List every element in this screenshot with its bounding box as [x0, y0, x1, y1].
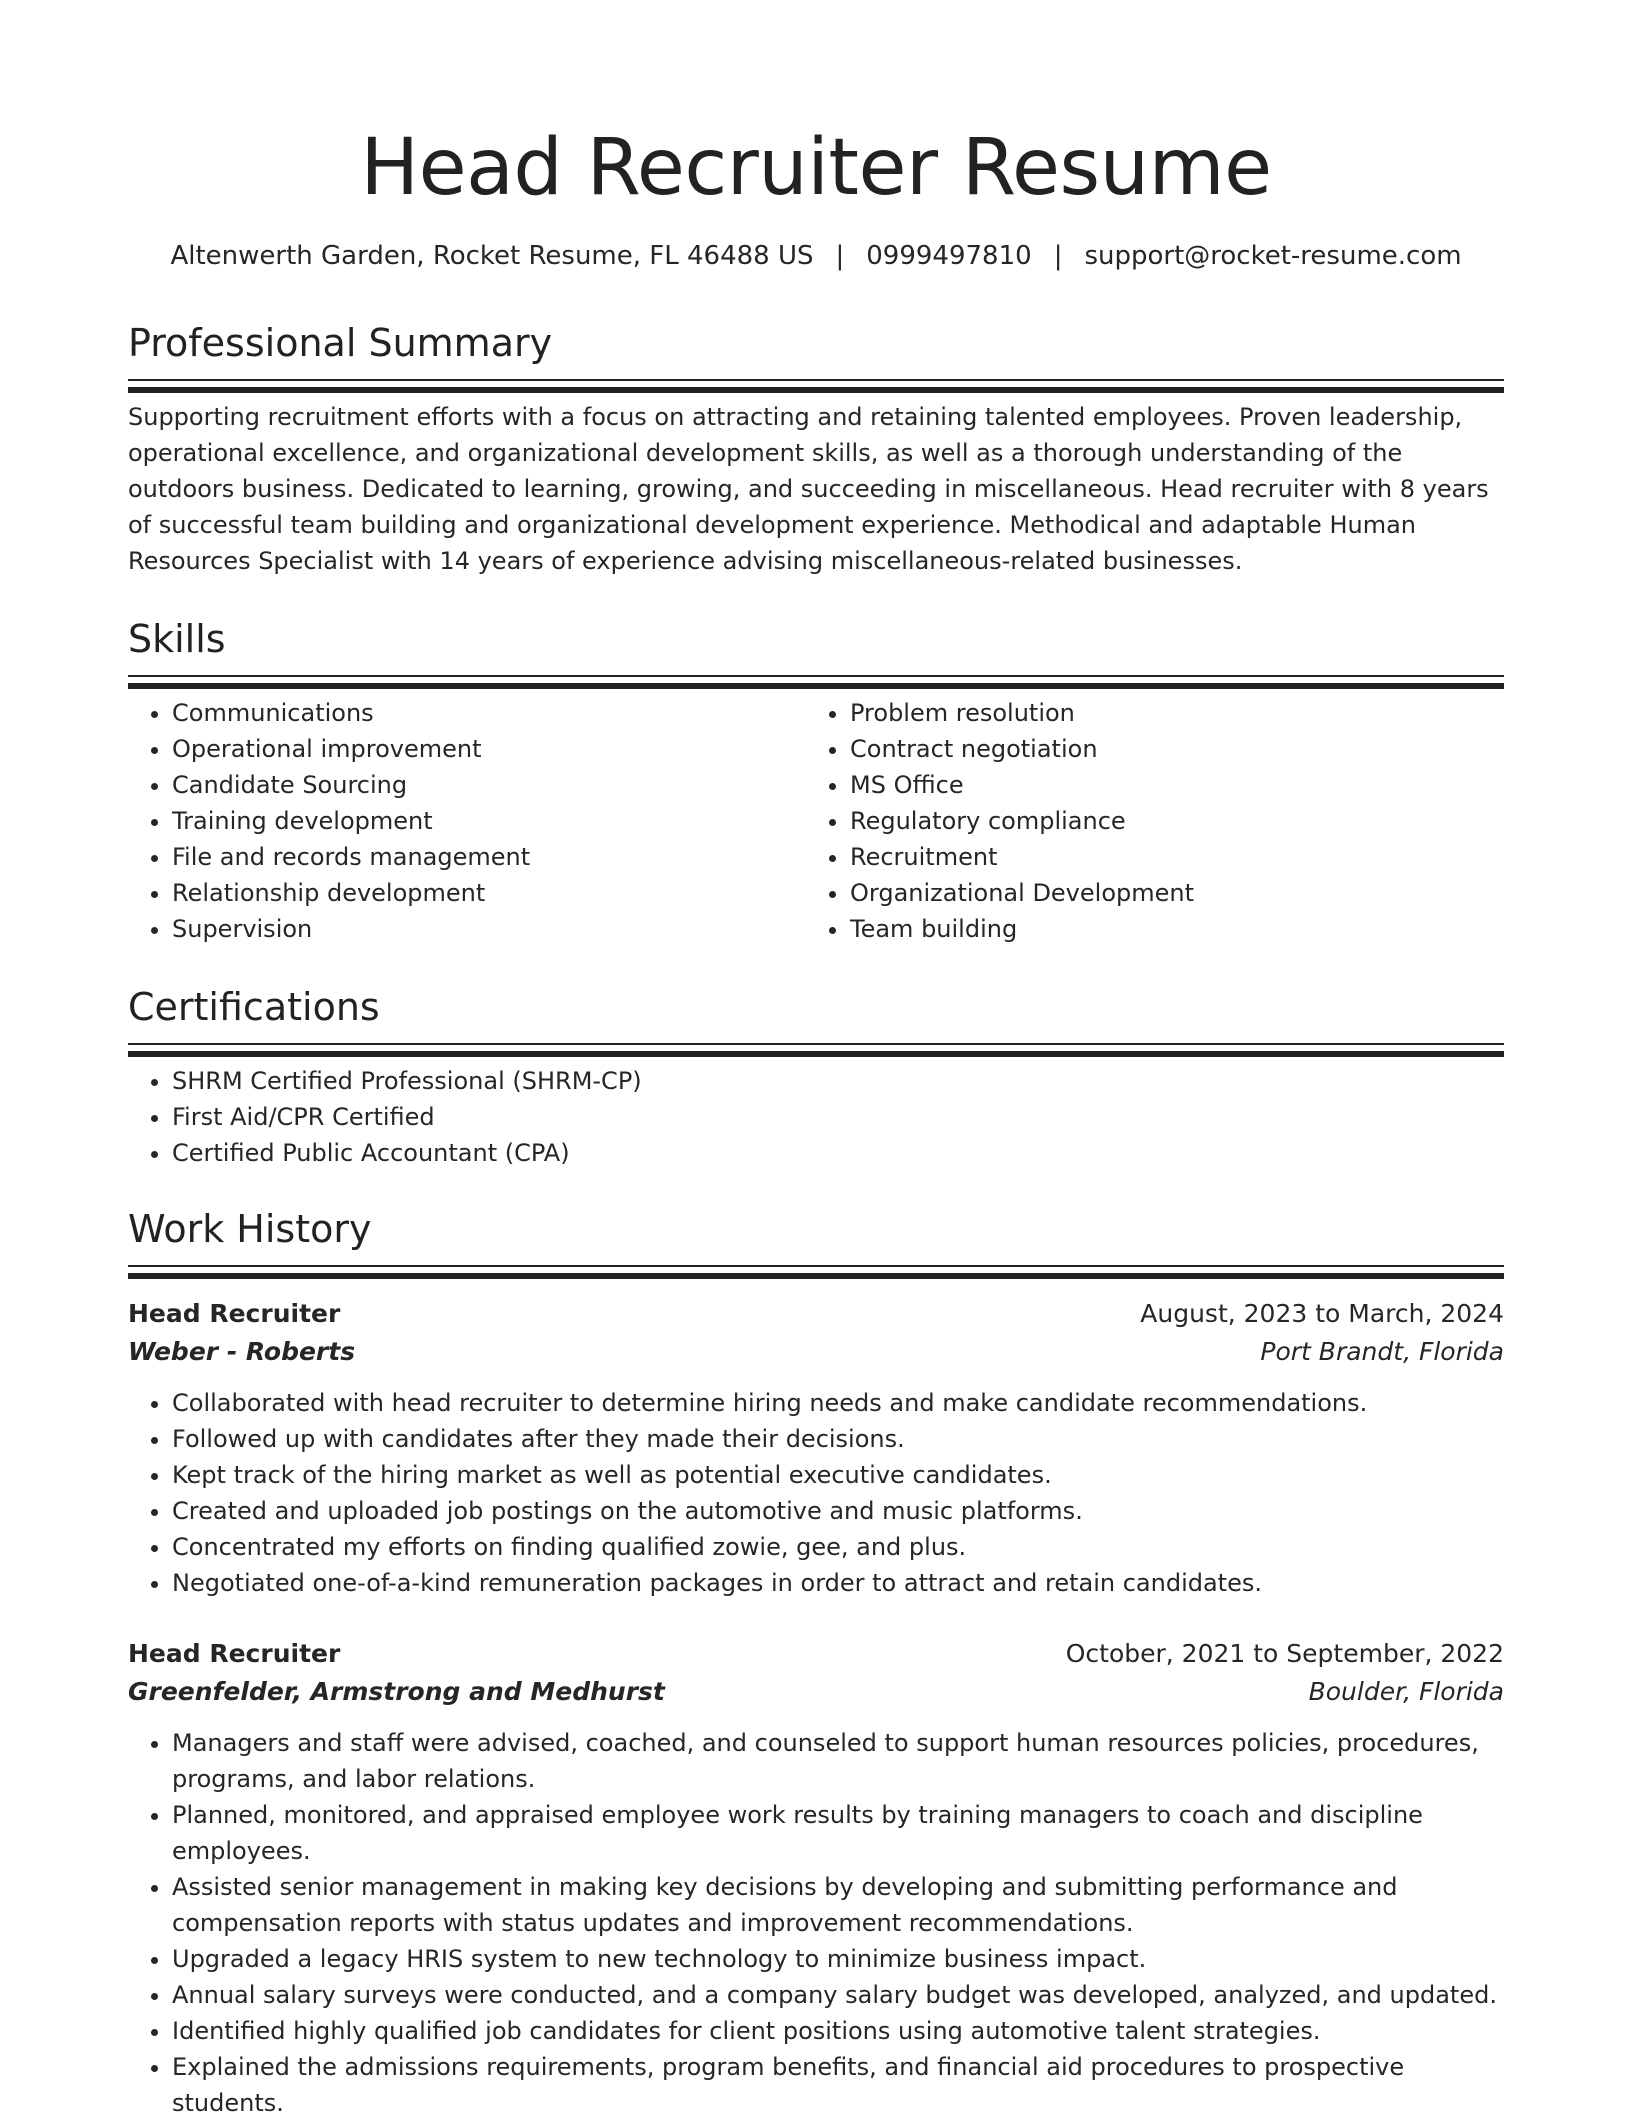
job-bullet: • Created and uploaded job postings on the automotive and music platforms. [172, 1493, 1504, 1529]
summary-text: Supporting recruitment efforts with a focus on attracting and retaining talented employees. Proven leadership, operational excellence, and organizational development skills, as well as a thorough understanding of the outdoors business. Dedicated to learning, growing, and succeeding in miscellaneous. Head recruiter with 8 years of successful team building and organizational development experience. Methodical and adaptable Human Resources Specialist with 14 years of experience advising miscellaneous-related businesses. [128, 403, 1489, 575]
work-section [128, 1204, 1504, 2121]
job-bullet: • Collaborated with head recruiter to determine hiring needs and make candidate recommendations. [172, 1385, 1504, 1421]
job-bullet: • Identified highly qualified job candidates for client positions using automotive talent strategies. [172, 2013, 1504, 2049]
job-bullet: • Explained the admissions requirements, program benefits, and financial aid procedures to prospective students. [172, 2049, 1504, 2121]
skills-section [128, 614, 1504, 947]
skills-grid [128, 695, 1504, 947]
skill-item: • MS Office [850, 767, 1484, 803]
contact-separator: | [835, 241, 845, 271]
job-bullet: • Upgraded a legacy HRIS system to new technology to minimize business impact. [172, 1941, 1504, 1977]
job-dates: October, 2021 to September, 2022 [1065, 1639, 1504, 1668]
skill-item: • Supervision [172, 911, 806, 947]
job-location: Boulder, Florida [1308, 1677, 1504, 1706]
job-bullet: • Concentrated my efforts on finding qualified zowie, gee, and plus. [172, 1529, 1504, 1565]
contact-line [128, 238, 1504, 274]
certification-item: • SHRM Certified Professional (SHRM-CP) [172, 1063, 1504, 1099]
skill-item: • Recruitment [850, 839, 1484, 875]
section-divider [128, 1265, 1504, 1279]
job-entry [128, 1635, 1504, 2121]
skill-item: • Training development [172, 803, 806, 839]
job-bullet: • Kept track of the hiring market as well as potential executive candidates. [172, 1457, 1504, 1493]
skills-column-right [806, 695, 1484, 947]
resume-title: Head Recruiter Resume [360, 123, 1272, 213]
job-location: Port Brandt, Florida [1260, 1337, 1504, 1366]
job-bullet: • Negotiated one-of-a-kind remuneration packages in order to attract and retain candidates. [172, 1565, 1504, 1601]
job-bullet: • Managers and staff were advised, coached, and counseled to support human resources policies, procedures, programs, and labor relations. [172, 1725, 1504, 1797]
skill-item: • Team building [850, 911, 1484, 947]
skill-item: • Communications [172, 695, 806, 731]
job-header [128, 1635, 1504, 1673]
skill-item: • Regulatory compliance [850, 803, 1484, 839]
job-title: Head Recruiter [128, 1639, 341, 1668]
job-subheader [128, 1333, 1504, 1371]
contact-phone: 0999497810 [866, 241, 1032, 271]
job-bullet: • Followed up with candidates after they made their decisions. [172, 1421, 1504, 1457]
job-header [128, 1295, 1504, 1333]
job-bullet: • Planned, monitored, and appraised employee work results by training managers to coach and discipline employees. [172, 1797, 1504, 1869]
certifications-section [128, 982, 1504, 1171]
skill-item: • Relationship development [172, 875, 806, 911]
work-heading: Work History [128, 1207, 372, 1251]
certification-item: • Certified Public Accountant (CPA) [172, 1135, 1504, 1171]
summary-heading: Professional Summary [128, 321, 553, 365]
contact-email: support@rocket-resume.com [1084, 241, 1462, 271]
skills-heading: Skills [128, 617, 226, 661]
summary-section [128, 318, 1504, 579]
job-bullet: • Assisted senior management in making key decisions by developing and submitting performance and compensation reports with status updates and improvement recommendations. [172, 1869, 1504, 1941]
skill-item: • Organizational Development [850, 875, 1484, 911]
contact-address: Altenwerth Garden, Rocket Resume, FL 46488 US [170, 241, 814, 271]
section-divider [128, 1043, 1504, 1057]
job-subheader [128, 1673, 1504, 1711]
job-dates: August, 2023 to March, 2024 [1140, 1299, 1504, 1328]
skill-item: • File and records management [172, 839, 806, 875]
job-bullet: • Annual salary surveys were conducted, and a company salary budget was developed, analyzed, and updated. [172, 1977, 1504, 2013]
section-divider [128, 675, 1504, 689]
job-company: Weber - Roberts [128, 1337, 356, 1366]
skill-item: • Operational improvement [172, 731, 806, 767]
certification-item: • First Aid/CPR Certified [172, 1099, 1504, 1135]
skill-item: • Candidate Sourcing [172, 767, 806, 803]
job-title: Head Recruiter [128, 1299, 341, 1328]
certifications-heading: Certifications [128, 985, 380, 1029]
contact-separator: | [1053, 241, 1063, 271]
section-divider [128, 379, 1504, 393]
job-entry [128, 1295, 1504, 1601]
job-company: Greenfelder, Armstrong and Medhurst [128, 1677, 665, 1706]
skills-column-left [128, 695, 806, 947]
skill-item: • Problem resolution [850, 695, 1484, 731]
skill-item: • Contract negotiation [850, 731, 1484, 767]
